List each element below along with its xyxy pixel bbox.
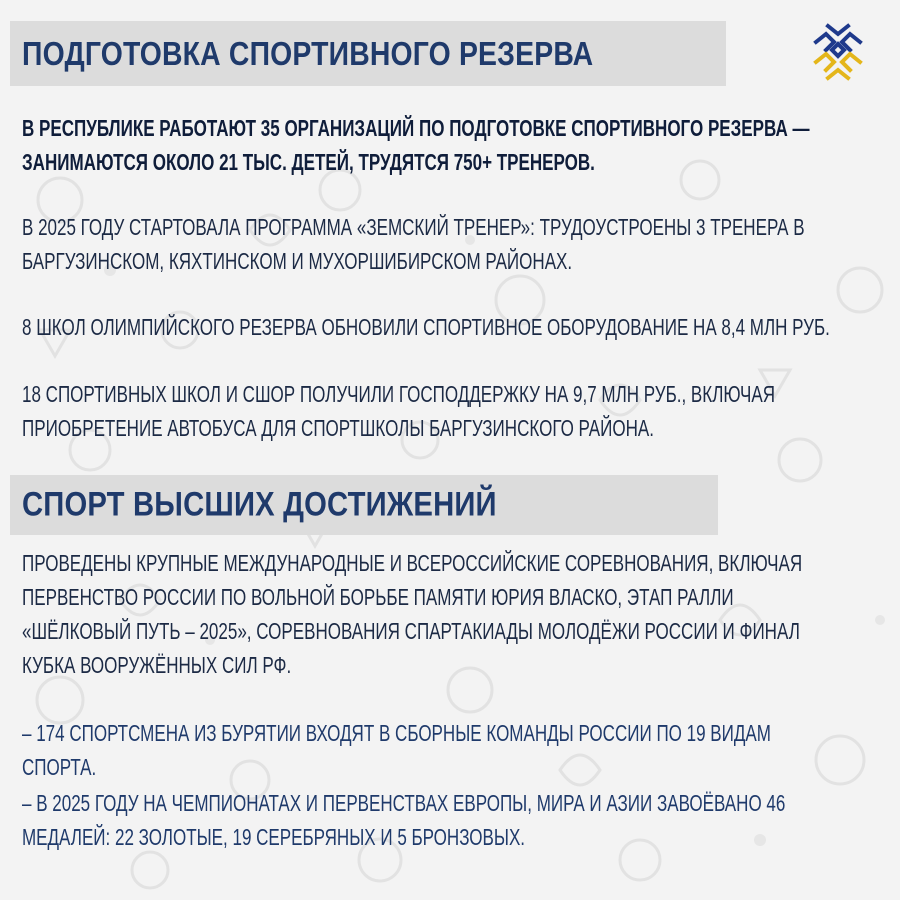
section-banner-sport-reserve bbox=[10, 21, 726, 86]
paragraph-state-support: 18 СПОРТИВНЫХ ШКОЛ И СШОР ПОЛУЧИЛИ ГОСПОДДЕРЖКУ НА 9,7 МЛН РУБ., ВКЛЮЧАЯ ПРИОБРЕТЕНИЕ АВТОБУСА ДЛЯ СПОРТШКОЛЫ БАРГУЗИНСКОГО РАЙОНА. bbox=[22, 381, 775, 441]
section-title-high-achievement: СПОРТ ВЫСШИХ ДОСТИЖЕНИЙ bbox=[22, 485, 497, 524]
paragraph-olympic-schools: 8 ШКОЛ ОЛИМПИЙСКОГО РЕЗЕРВА ОБНОВИЛИ СПОРТИВНОЕ ОБОРУДОВАНИЕ НА 8,4 МЛН РУБ. bbox=[22, 314, 830, 340]
paragraph-competitions: ПРОВЕДЕНЫ КРУПНЫЕ МЕЖДУНАРОДНЫЕ И ВСЕРОССИЙСКИЕ СОРЕВНОВАНИЯ, ВКЛЮЧАЯ ПЕРВЕНСТВО РОССИИ ПО ВОЛЬНОЙ БОРЬБЕ ПАМЯТИ ЮРИЯ ВЛАСКО, ЭТАП РАЛЛИ «ШЁЛКОВЫЙ ПУТЬ – 2025», СОРЕВНОВАНИЯ СПАРТАКИАДЫ МОЛОДЁЖИ РОССИИ И ФИНАЛ КУБКА ВООРУЖЁННЫХ СИЛ РФ. bbox=[22, 550, 803, 678]
paragraph-zemsky-trainer: В 2025 ГОДУ СТАРТОВАЛА ПРОГРАММА «ЗЕМСКИЙ ТРЕНЕР»: ТРУДОУСТРОЕНЫ 3 ТРЕНЕРА В БАРГУЗИНСКОМ, КЯХТИНСКОМ И МУХОРШИБИРСКОМ РАЙОНАХ. bbox=[22, 214, 805, 274]
paragraph-national-team: – 174 СПОРТСМЕНА ИЗ БУРЯТИИ ВХОДЯТ В СБОРНЫЕ КОМАНДЫ РОССИИ ПО 19 ВИДАМ СПОРТА. bbox=[22, 720, 771, 780]
section-banner-high-achievement bbox=[10, 475, 718, 535]
paragraph-organizations: В РЕСПУБЛИКЕ РАБОТАЮТ 35 ОРГАНИЗАЦИЙ ПО ПОДГОТОВКЕ СПОРТИВНОГО РЕЗЕРВА — ЗАНИМАЮТСЯ ОКОЛО 21 ТЫС. ДЕТЕЙ, ТРУДЯТСЯ 750+ ТРЕНЕРОВ. bbox=[22, 115, 810, 175]
paragraph-medals: – В 2025 ГОДУ НА ЧЕМПИОНАТАХ И ПЕРВЕНСТВАХ ЕВРОПЫ, МИРА И АЗИИ ЗАВОЁВАНО 46 МЕДАЛЕЙ: 22 ЗОЛОТЫЕ, 19 СЕРЕБРЯНЫХ И 5 БРОНЗОВЫХ. bbox=[22, 790, 786, 850]
section-title-sport-reserve: ПОДГОТОВКА СПОРТИВНОГО РЕЗЕРВА bbox=[22, 34, 594, 72]
ornament-logo-icon bbox=[808, 20, 868, 84]
